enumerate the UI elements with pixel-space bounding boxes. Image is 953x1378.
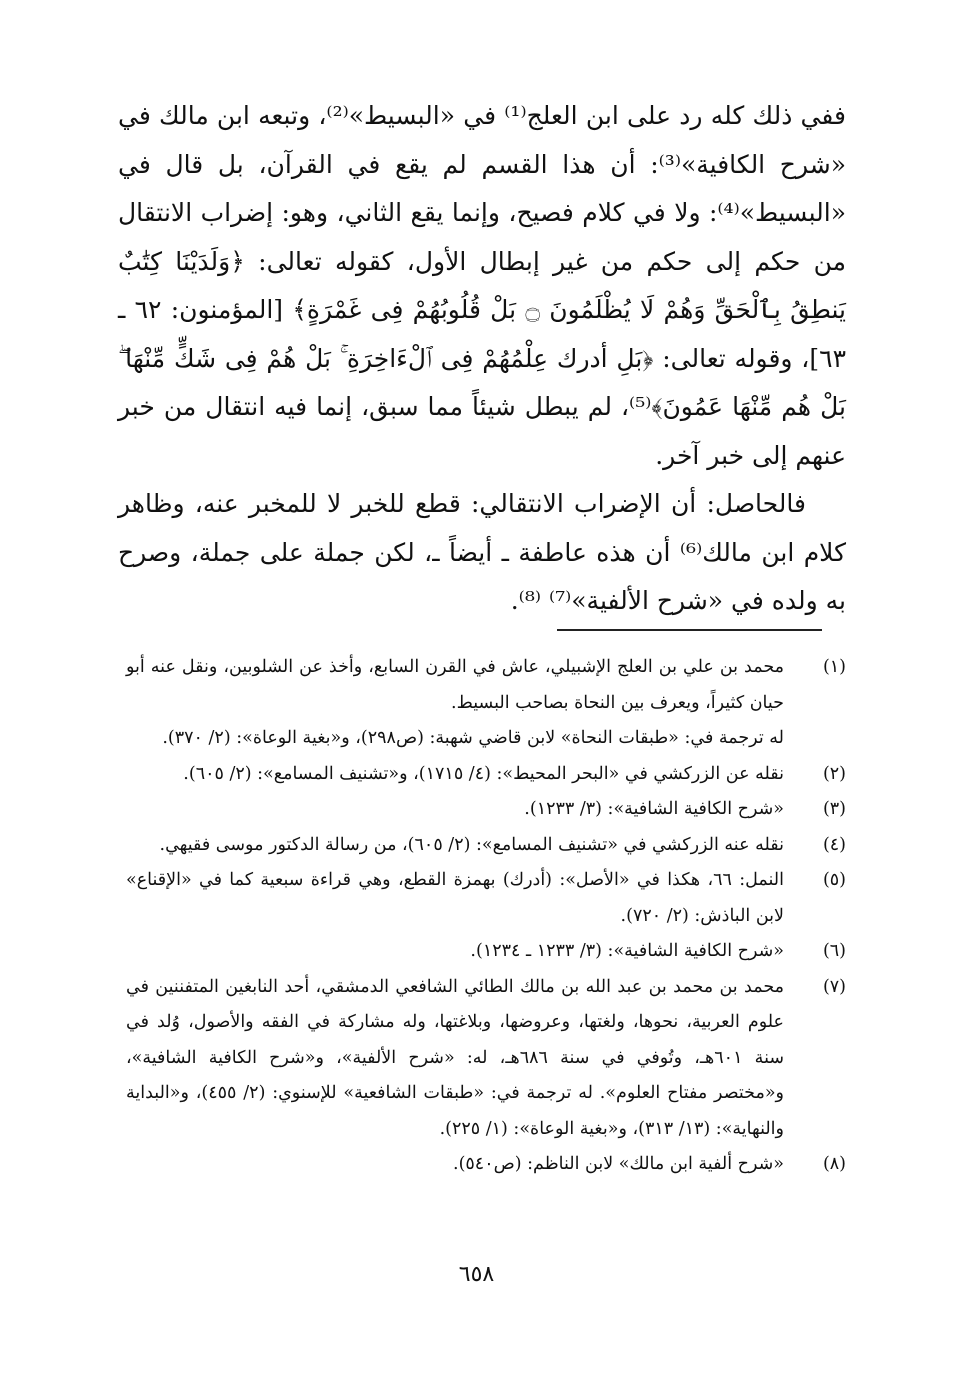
- footnote-text: «شرح الكافية الشافية»: (٣/ ١٢٣٣).: [524, 799, 784, 819]
- footnote-number: (٧): [822, 976, 846, 997]
- footnote-text: النمل: ٦٦، هكذا في «الأصل»: (أدرك) بهمزة القطع، وهي قراءة سبعية كما في «الإقناع» لابن الباذش: (٢/ ٧٢٠).: [126, 870, 784, 926]
- footnote-6: [126, 934, 846, 970]
- footnote-1: [126, 650, 846, 757]
- paragraph-2: فالحاصل: أن الإضراب الانتقالي: قطع للخبر لا للمخبر عنه، وظاهر كلام ابن مالك⁽⁶⁾ أن هذه عاطفة ـ أيضاً ـ، لكن جملة على جملة، وصرح به ولده في «شرح الألفية»⁽⁷⁾ ⁽⁸⁾.: [118, 489, 847, 615]
- footnote-number: (٦): [822, 941, 846, 961]
- footnote-text: محمد بن علي بن العلج الإشبيلي، عاش في القرن السابع، وأخذ عن الشلوبين، ونقل عنه أبو حيان كثيراً، ويعرف بين النحاة بصاحب البسيط.: [126, 657, 784, 713]
- paragraph-1: ففي ذلك كله رد على ابن العلج⁽¹⁾ في «البسيط»⁽²⁾، وتبعه ابن مالك في «شرح الكافية»⁽³⁾: أن هذا القسم لم يقع في القرآن، بل قال في «البسيط»⁽⁴⁾: ولا في كلام فصيح، وإنما يقع الثاني، وهو: إضراب الانتقال من حكم إلى حكم من غير إبطال الأول، كقوله تعالى: ﴿وَلَدَيْنَا كِتَٰبٌ يَنطِقُ بِٱلْحَقِّ وَهُمْ لَا يُظْلَمُونَ ۝ بَلْ قُلُوبُهُمْ فِى غَمْرَةٍ﴾ [المؤمنون: ٦٢ ـ ٦٣]، وقوله تعالى: ﴿بَلِ أدرك عِلْمُهُمْ فِى ٱلْءَاخِرَةِ ۚ بَلْ هُمْ فِى شَكٍّ مِّنْهَا ۖ بَلْ هُم مِّنْهَا عَمُونَ﴾⁽⁵⁾، لم يبطل شيئاً مما سبق، إنما فيه انتقال من خبر عنهم إلى خبر آخر.: [118, 101, 846, 470]
- footnote-2: [126, 757, 846, 793]
- footnote-3: [126, 792, 846, 828]
- footnote-4: [126, 828, 846, 864]
- footnote-8: [126, 1147, 846, 1183]
- footnote-number: (٢): [822, 763, 846, 784]
- page-number: ٦٥٨: [458, 1262, 495, 1287]
- footnote-text: «شرح الكافية الشافية»: (٣/ ١٢٣٣ ـ ١٢٣٤).: [470, 941, 784, 961]
- footnotes-section: [126, 650, 846, 1183]
- footnote-text: نقله عنه الزركشي في «تشنيف المسامع»: (٢/ ٦٠٥)، من رسالة الدكتور موسى فقيهي.: [159, 834, 784, 855]
- footnote-5: [126, 863, 846, 934]
- main-text-body: [118, 92, 846, 626]
- footnote-number: (٨): [822, 1154, 846, 1174]
- footnote-number: (٤): [822, 834, 846, 855]
- footnote-text: نقله عن الزركشي في «البحر المحيط»: (٤/ ١٧١٥)، و«تشنيف المسامع»: (٢/ ٦٠٥).: [183, 763, 784, 784]
- footnote-separator: [557, 629, 822, 631]
- footnote-text: «شرح ألفية ابن مالك» لابن الناظم: (ص٥٤٠).: [453, 1154, 784, 1174]
- footnote-number: (١): [822, 657, 846, 677]
- footnote-number: (٥): [822, 870, 846, 890]
- footnote-number: (٣): [822, 799, 846, 819]
- footnote-7: [126, 970, 846, 1148]
- footnote-text: محمد بن محمد بن عبد الله بن مالك الطائي الشافعي الدمشقي، أحد النابغين المتفننين في علوم العربية، نحوها، ولغتها، وعروضها، وبلاغتها، وله مشاركة في الفقه والأصول، وُلد في سنة ٦٠١هـ، وتُوفي في سنة ٦٨٦هـ، له: «شرح الألفية»، و«شرح الكافية الشافية»، و«مختصر مفتاح العلوم». له ترجمة في: «طبقات الشافعية» للإسنوي: (٢/ ٤٥٥)، و«البداية والنهاية»: (١٣/ ٣١٣)، و«بغية الوعاة»: (١/ ٢٢٥).: [126, 976, 785, 1139]
- footnote-text: له ترجمة في: «طبقات النحاة» لابن قاضي شهبة: (ص٢٩٨)، و«بغية الوعاة»: (٢/ ٣٧٠).: [162, 728, 784, 748]
